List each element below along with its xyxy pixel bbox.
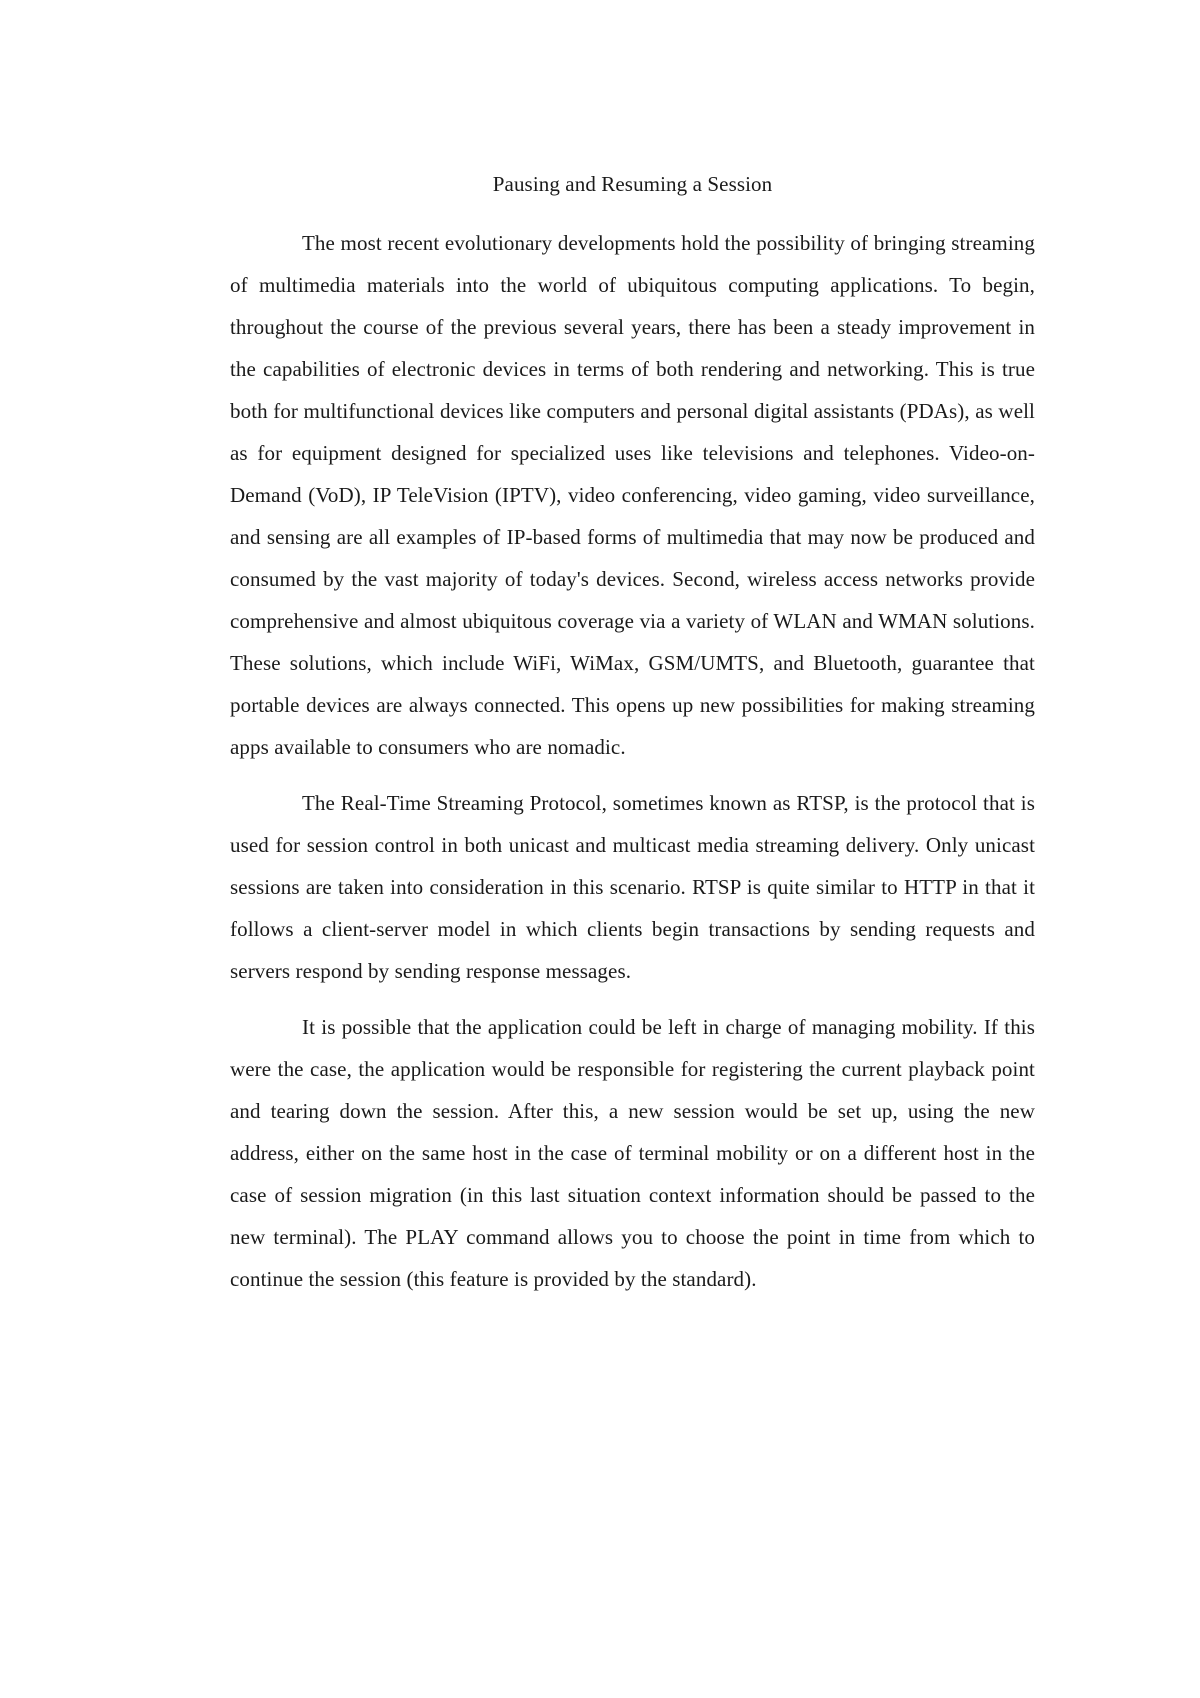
- paragraph-3: It is possible that the application could be left in charge of managing mobility. If this were the case, the application would be responsible for registering the current playback point and tearing down the session. After this, a new session would be set up, using the new address, either on the same host in the case of terminal mobility or on a different host in the case of session migration (in this last situation context information should be passed to the new terminal). The PLAY command allows you to choose the point in time from which to continue the session (this feature is provided by the standard).: [230, 1015, 1035, 1291]
- document-title: Pausing and Resuming a Session: [492, 172, 773, 196]
- paragraph-2: The Real-Time Streaming Protocol, sometimes known as RTSP, is the protocol that is used for session control in both unicast and multicast media streaming delivery. Only unicast sessions are taken into consideration in this scenario. RTSP is quite similar to HTTP in that it follows a client-server model in which clients begin transactions by sending requests and servers respond by sending response messages.: [230, 791, 1035, 983]
- paragraph-1: The most recent evolutionary developments hold the possibility of bringing streaming of multimedia materials into the world of ubiquitous computing applications. To begin, throughout the course of the previous several years, there has been a steady improvement in the capabilities of electronic devices in terms of both rendering and networking. This is true both for multifunctional devices like computers and personal digital assistants (PDAs), as well as for equipment designed for specialized uses like televisions and telephones. Video-on-Demand (VoD), IP TeleVision (IPTV), video conferencing, video gaming, video surveillance, and sensing are all examples of IP-based forms of multimedia that may now be produced and consumed by the vast majority of today's devices. Second, wireless access networks provide comprehensive and almost ubiquitous coverage via a variety of WLAN and WMAN solutions. These solutions, which include WiFi, WiMax, GSM/UMTS, and Bluetooth, guarantee that portable devices are always connected. This opens up new possibilities for making streaming apps available to consumers who are nomadic.: [230, 231, 1035, 759]
